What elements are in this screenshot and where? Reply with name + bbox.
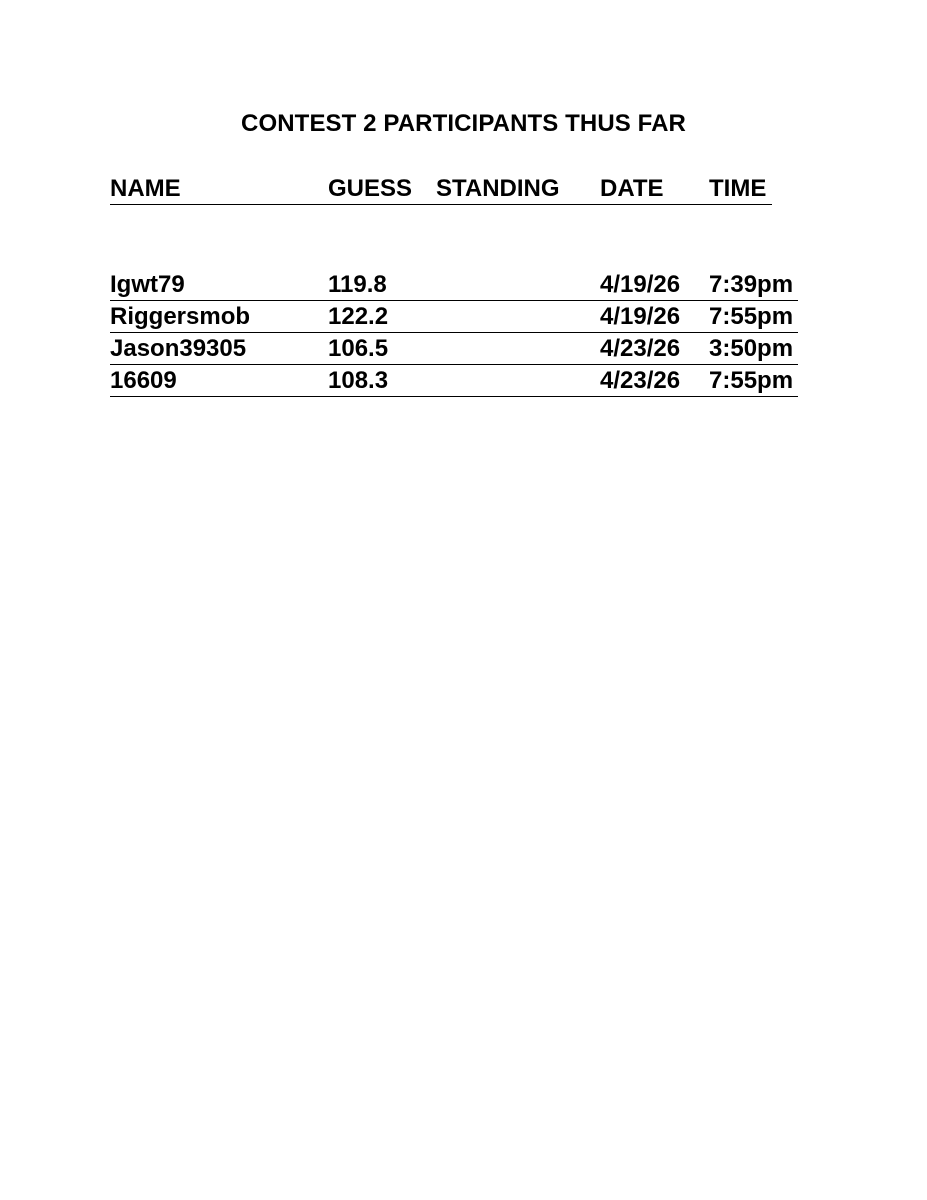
table-row [110, 270, 798, 301]
cell-guess: 122.2 [328, 303, 389, 330]
header-guess: GUESS [328, 175, 413, 202]
cell-time: 7:55pm [709, 303, 794, 330]
table-row [110, 302, 798, 333]
cell-name: Riggersmob [110, 303, 251, 330]
cell-date: 4/23/26 [600, 335, 681, 362]
cell-guess: 108.3 [328, 367, 389, 394]
page-title: CONTEST 2 PARTICIPANTS THUS FAR [241, 110, 686, 137]
cell-date: 4/23/26 [600, 367, 681, 394]
cell-time: 3:50pm [709, 335, 794, 362]
cell-name: 16609 [110, 367, 177, 394]
cell-name: Igwt79 [110, 271, 185, 298]
table-row [110, 366, 798, 397]
cell-date: 4/19/26 [600, 303, 681, 330]
cell-date: 4/19/26 [600, 271, 681, 298]
cell-name: Jason39305 [110, 335, 247, 362]
table-header-row [110, 174, 772, 205]
cell-guess: 119.8 [328, 271, 387, 298]
header-date: DATE [600, 175, 664, 202]
header-standing: STANDING [436, 175, 560, 202]
cell-guess: 106.5 [328, 335, 389, 362]
cell-time: 7:39pm [709, 271, 794, 298]
table-row [110, 334, 798, 365]
header-name: NAME [110, 175, 181, 202]
cell-time: 7:55pm [709, 367, 794, 394]
header-time: TIME [709, 175, 767, 202]
